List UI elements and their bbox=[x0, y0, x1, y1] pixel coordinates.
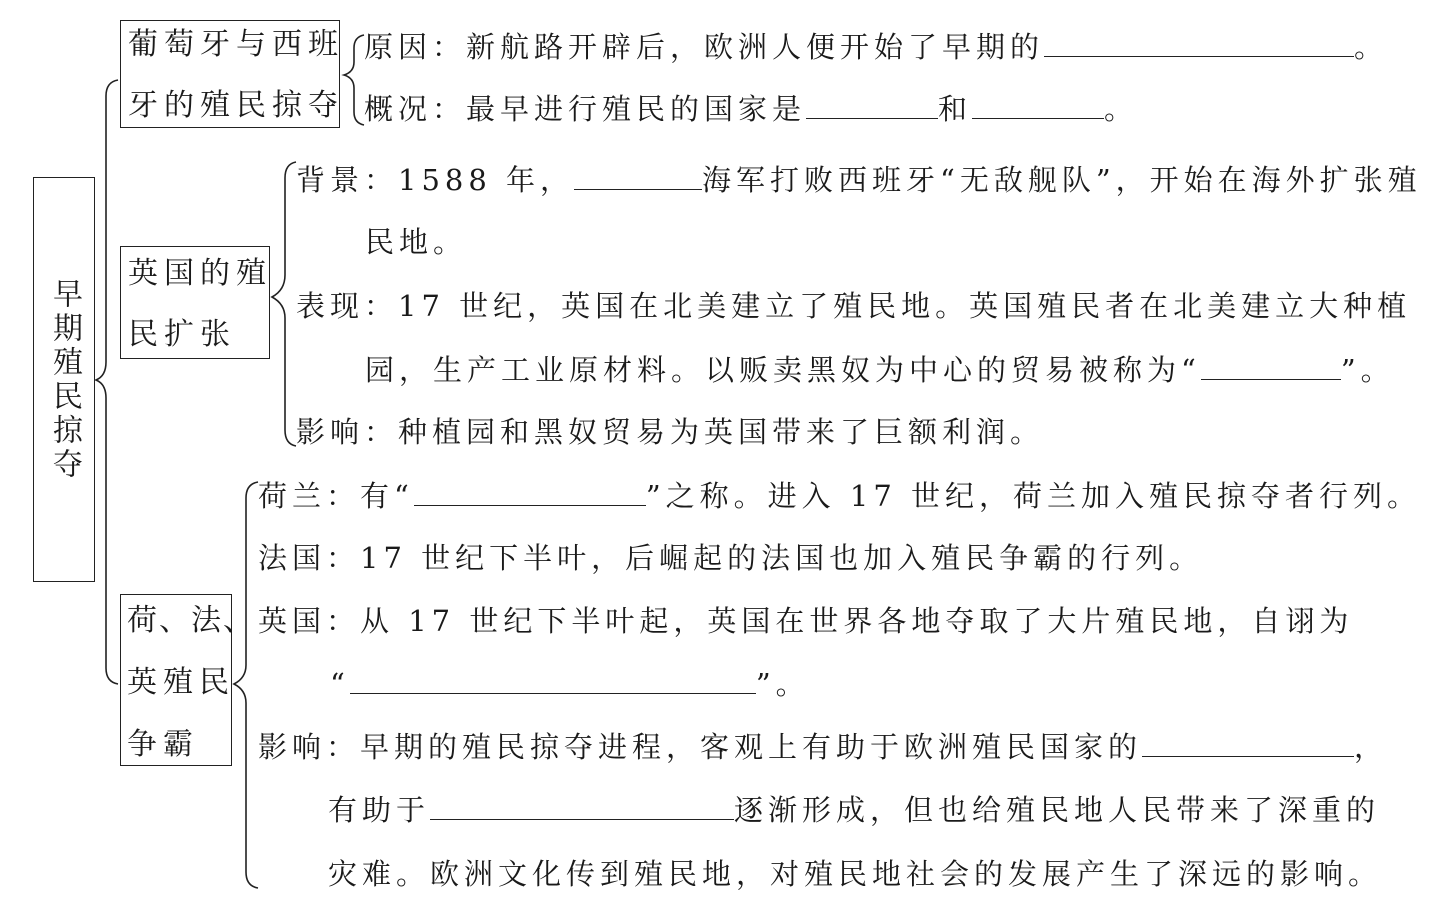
section1-box-line2: 牙的殖民掠夺 bbox=[128, 88, 344, 123]
section1-brace bbox=[344, 35, 364, 125]
section2-impact: 影响：种植园和黑奴贸易为英国带来了巨额利润。 bbox=[296, 415, 1045, 449]
section2-box-line2: 民扩张 bbox=[128, 317, 236, 352]
background-blank[interactable] bbox=[574, 163, 702, 190]
trade-blank[interactable] bbox=[1201, 353, 1341, 380]
section1-box-line1: 葡萄牙与西班 bbox=[128, 27, 344, 62]
impact-blank-2[interactable] bbox=[430, 793, 734, 820]
britain-blank[interactable] bbox=[350, 667, 756, 694]
overview-blank-2[interactable] bbox=[972, 92, 1104, 119]
root-title: 早期殖民掠夺 bbox=[47, 277, 82, 482]
section3-impact-3: 灾难。欧洲文化传到殖民地，对殖民地社会的发展产生了深远的影响。 bbox=[328, 857, 1383, 891]
section3-netherlands: 荷兰：有“ ”之称。进入 17 世纪，荷兰加入殖民掠夺者行列。 bbox=[258, 479, 1421, 513]
section2-performance-2: 园，生产工业原材料。以贩卖黑奴为中心的贸易被称为“ ”。 bbox=[365, 353, 1395, 387]
section3-brace bbox=[234, 482, 258, 888]
section1-reason: 原因：新航路开辟后，欧洲人便开始了早期的 。 bbox=[364, 30, 1389, 64]
section3-britain-2: “ ”。 bbox=[330, 667, 810, 701]
section3-box-line2: 英殖民 bbox=[127, 665, 235, 700]
section2-performance-1: 表现：17 世纪，英国在北美建立了殖民地。英国殖民者在北美建立大种植 bbox=[296, 289, 1412, 323]
section1-overview: 概况：最早进行殖民的国家是 和 。 bbox=[364, 92, 1139, 126]
netherlands-blank[interactable] bbox=[414, 479, 646, 506]
section3-box-line1: 荷、法、 bbox=[127, 603, 255, 638]
section3-box-line3: 争霸 bbox=[127, 727, 199, 762]
section2-brace bbox=[272, 162, 296, 446]
section3-britain-1: 英国：从 17 世纪下半叶起，英国在世界各地夺取了大片殖民地，自诩为 bbox=[258, 604, 1354, 638]
section3-france: 法国：17 世纪下半叶，后崛起的法国也加入殖民争霸的行列。 bbox=[258, 541, 1204, 575]
section2-background: 背景：1588 年， 海军打败西班牙“无敌舰队”，开始在海外扩张殖 bbox=[296, 163, 1422, 197]
section3-impact-2: 有助于 逐渐形成，但也给殖民地人民带来了深重的 bbox=[328, 793, 1381, 827]
overview-blank-1[interactable] bbox=[806, 92, 938, 119]
section2-background-cont: 民地。 bbox=[365, 225, 468, 259]
reason-blank[interactable] bbox=[1044, 30, 1354, 57]
main-brace bbox=[96, 80, 118, 684]
impact-blank-1[interactable] bbox=[1142, 730, 1354, 757]
section2-box-line1: 英国的殖 bbox=[128, 256, 272, 291]
section3-impact-1: 影响：早期的殖民掠夺进程，客观上有助于欧洲殖民国家的 ， bbox=[258, 730, 1389, 764]
